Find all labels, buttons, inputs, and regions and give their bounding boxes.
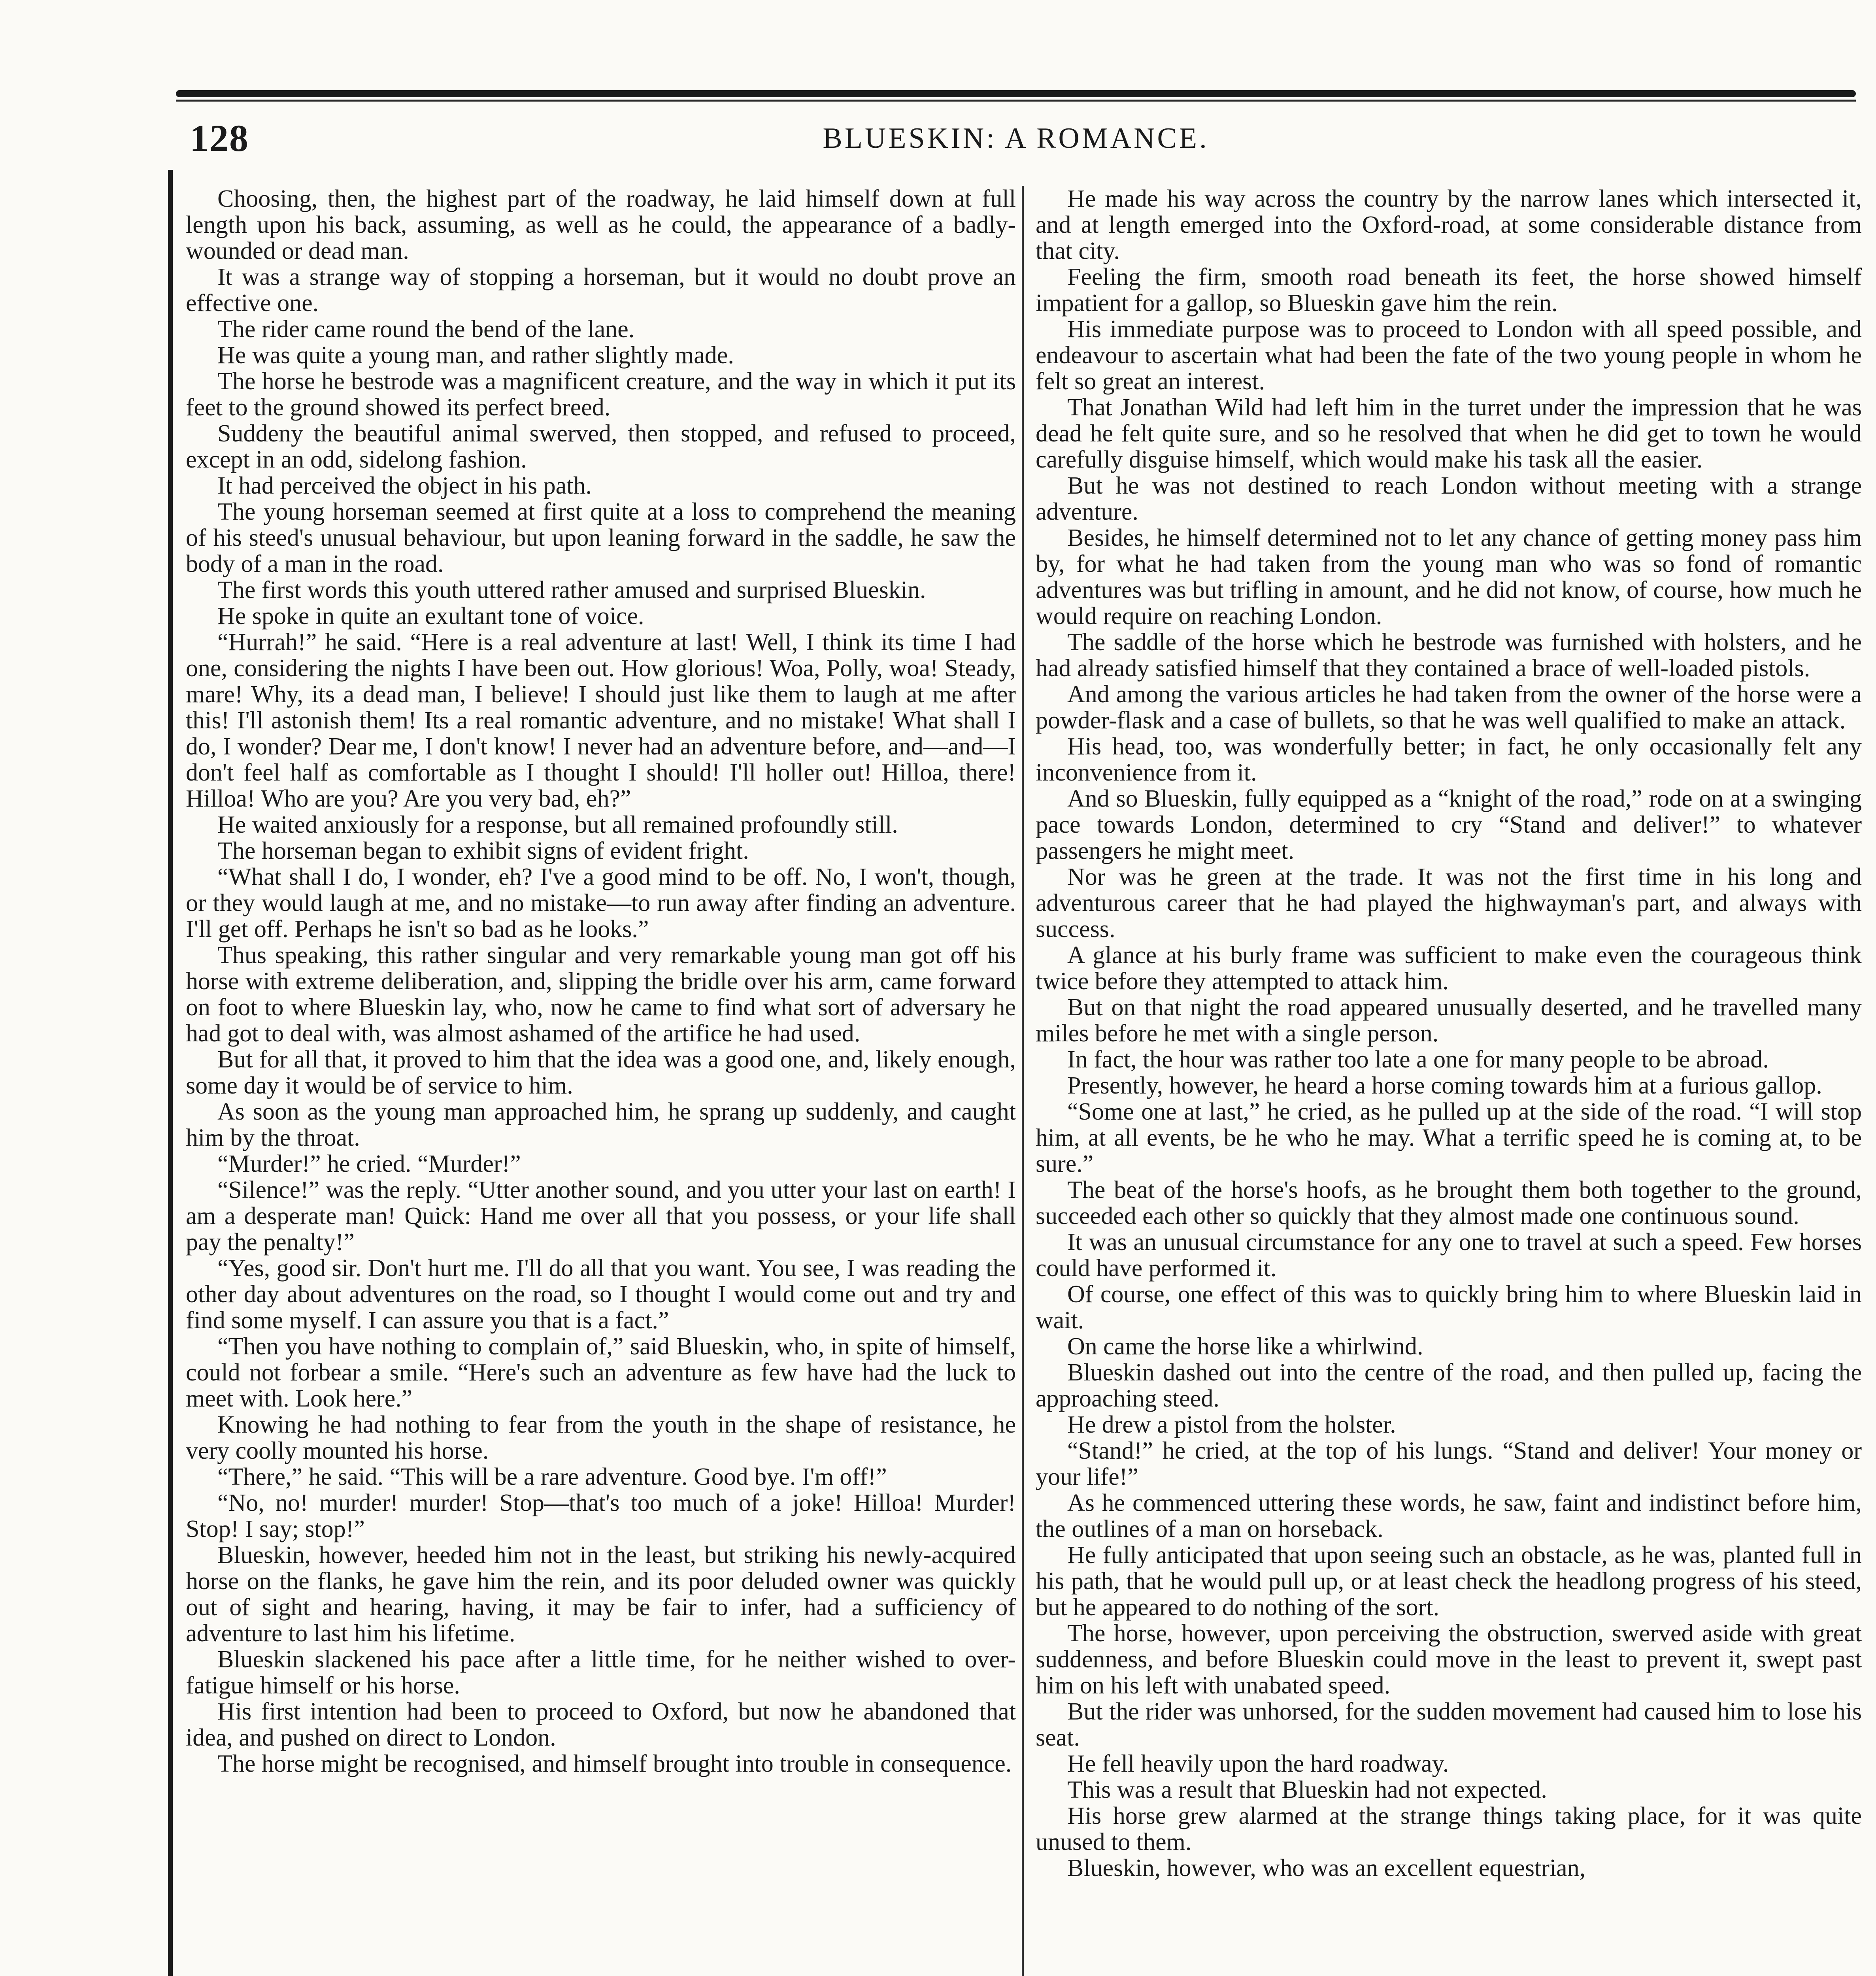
paragraph: “Yes, good sir. Don't hurt me. I'll do all that you want. You see, I was reading the other day about adventures on the road, so I thought I would come out and try and find some myself. I can assure you that is a fact.”	[186, 1255, 1016, 1334]
paragraph: “Stand!” he cried, at the top of his lungs. “Stand and deliver! Your money or your life!”	[1036, 1437, 1862, 1490]
paragraph: The saddle of the horse which he bestrode was furnished with holsters, and he had already satisfied himself that they contained a brace of well-loaded pistols.	[1036, 629, 1862, 682]
paragraph: “What shall I do, I wonder, eh? I've a good mind to be off. No, I won't, though, or they would laugh at me, and no mistake—to run away after finding an adventure. I'll get off. Perhaps he isn't so bad as he looks.”	[186, 864, 1016, 943]
paragraph: Feeling the firm, smooth road beneath its feet, the horse showed himself impatient for a gallop, so Blueskin gave him the rein.	[1036, 264, 1862, 317]
paragraph: He drew a pistol from the holster.	[1067, 1411, 1396, 1438]
paragraph: Of course, one effect of this was to quickly bring him to where Blueskin laid in wait.	[1036, 1281, 1862, 1334]
paragraph: On came the horse like a whirlwind.	[1067, 1333, 1423, 1360]
paragraph: Blueskin dashed out into the centre of the road, and then pulled up, facing the approaching steed.	[1036, 1359, 1862, 1412]
paragraph: Choosing, then, the highest part of the roadway, he laid himself down at full length upon his back, assuming, as well as he could, the appearance of a badly-wounded or dead man.	[186, 186, 1016, 264]
paragraph: But he was not destined to reach London without meeting with a strange adventure.	[1036, 472, 1862, 525]
paragraph: His immediate purpose was to proceed to London with all speed possible, and endeavour to ascertain what had been the fate of the two young people in whom he felt so great an interest.	[1036, 316, 1862, 395]
paragraph: Blueskin, however, heeded him not in the least, but striking his newly-acquired horse on the flanks, he gave him the rein, and its poor deluded owner was quickly out of sight and hearing, having, it may be fair to infer, had a sufficiency of adventure to last him his lifetime.	[186, 1542, 1016, 1647]
paragraph: As soon as the young man approached him, he sprang up suddenly, and caught him by the throat.	[186, 1098, 1016, 1151]
paragraph: The rider came round the bend of the lane.	[217, 316, 635, 343]
column-rule	[1022, 186, 1024, 1976]
paragraph: He fell heavily upon the hard roadway.	[1067, 1750, 1449, 1777]
paragraph: “Hurrah!” he said. “Here is a real adventure at last! Well, I think its time I had one, considering the nights I have been out. How glorious! Woa, Polly, woa! Steady, mare! Why, its a dead man, I believe! I should just like them to laugh at me after this! I'll astonish them! Its a real romantic adventure, and no mistake! What shall I do, I wonder? Dear me, I don't know! I never had an adventure before, and—and—I don't feel half as comfortable as I thought I should! I'll holler out! Hilloa, there! Hilloa! Who are you? Are you very bad, eh?”	[186, 629, 1016, 812]
running-title: BLUESKIN: A ROMANCE.	[823, 122, 1209, 155]
top-rule	[176, 90, 1856, 97]
paragraph: “No, no! murder! murder! Stop—that's too much of a joke! Hilloa! Murder! Stop! I say; stop!”	[186, 1490, 1016, 1542]
paragraph: And so Blueskin, fully equipped as a “knight of the road,” rode on at a swinging pace towards London, determined to cry “Stand and deliver!” to whatever passengers he might meet.	[1036, 785, 1862, 864]
paragraph: Blueskin, however, who was an excellent equestrian,	[1067, 1855, 1586, 1882]
paragraph: He spoke in quite an exultant tone of voice.	[217, 603, 644, 630]
paragraph: Nor was he green at the trade. It was not the first time in his long and adventurous career that he had played the highwayman's part, and always with success.	[1036, 864, 1862, 943]
paragraph: Thus speaking, this rather singular and very remarkable young man got off his horse with extreme deliberation, and, slipping the bridle over his arm, came forward on foot to where Blueskin lay, who, now he came to find what sort of adversary he had got to deal with, was almost ashamed of the artifice he had used.	[186, 942, 1016, 1047]
paragraph: “Murder!” he cried. “Murder!”	[217, 1150, 521, 1177]
paragraph: “Silence!” was the reply. “Utter another sound, and you utter your last on earth! I am a desperate man! Quick: Hand me over all that you possess, or your life shall pay the penalty!”	[186, 1177, 1016, 1256]
paragraph: “Then you have nothing to complain of,” said Blueskin, who, in spite of himself, could not forbear a smile. “Here's such an adventure as few have had the luck to meet with. Look here.”	[186, 1333, 1016, 1412]
paragraph: Knowing he had nothing to fear from the youth in the shape of resistance, he very coolly mounted his horse.	[186, 1411, 1016, 1464]
paragraph: He fully anticipated that upon seeing such an obstacle, as he was, planted full in his path, that he would pull up, or at least check the headlong progress of his steed, but he appeared to do nothing of the sort.	[1036, 1542, 1862, 1621]
paragraph: The first words this youth uttered rather amused and surprised Blueskin.	[217, 577, 926, 603]
right-column	[1036, 186, 1862, 1976]
paragraph: The beat of the horse's hoofs, as he brought them both together to the ground, succeeded each other so quickly that they almost made one continuous sound.	[1036, 1177, 1862, 1229]
paragraph: It had perceived the object in his path.	[217, 472, 592, 499]
top-rule-thin	[176, 100, 1856, 102]
paragraph: But for all that, it proved to him that the idea was a good one, and, likely enough, some day it would be of service to him.	[186, 1046, 1016, 1099]
paragraph: And among the various articles he had taken from the owner of the horse were a powder-flask and a case of bullets, so that he was well qualified to make an attack.	[1036, 681, 1862, 734]
paragraph: This was a result that Blueskin had not expected.	[1067, 1776, 1547, 1803]
paragraph: But on that night the road appeared unusually deserted, and he travelled many miles before he met with a single person.	[1036, 994, 1862, 1047]
paragraph: He was quite a young man, and rather slightly made.	[217, 342, 734, 369]
paragraph: That Jonathan Wild had left him in the turret under the impression that he was dead he felt quite sure, and so he resolved that when he did get to town he would carefully disguise himself, which would make his task all the easier.	[1036, 394, 1862, 473]
paragraph: He made his way across the country by the narrow lanes which intersected it, and at length emerged into the Oxford-road, at some considerable distance from that city.	[1036, 186, 1862, 264]
paragraph: His horse grew alarmed at the strange things taking place, for it was quite unused to them.	[1036, 1803, 1862, 1855]
paragraph: A glance at his burly frame was sufficient to make even the courageous think twice before they attempted to attack him.	[1036, 942, 1862, 995]
paragraph: Blueskin slackened his pace after a little time, for he neither wished to over-fatigue himself or his horse.	[186, 1646, 1016, 1699]
paragraph: Presently, however, he heard a horse coming towards him at a furious gallop.	[1067, 1072, 1822, 1099]
paragraph: In fact, the hour was rather too late a one for many people to be abroad.	[1067, 1046, 1769, 1073]
paragraph: The young horseman seemed at first quite at a loss to comprehend the meaning of his steed's unusual behaviour, but upon leaning forward in the saddle, he saw the body of a man in the road.	[186, 498, 1016, 577]
left-margin-bar	[168, 170, 173, 1976]
page-number: 128	[190, 117, 249, 159]
paragraph: His head, too, was wonderfully better; in fact, he only occasionally felt any inconvenience from it.	[1036, 733, 1862, 786]
paragraph: Suddeny the beautiful animal swerved, then stopped, and refused to proceed, except in an odd, sidelong fashion.	[186, 420, 1016, 473]
paragraph: The horse might be recognised, and himself brought into trouble in consequence.	[217, 1750, 1012, 1777]
paragraph: The horse, however, upon perceiving the obstruction, swerved aside with great suddenness, and before Blueskin could move in the least to prevent it, swept past him on his left with unabated speed.	[1036, 1620, 1862, 1699]
paragraph: It was a strange way of stopping a horseman, but it would no doubt prove an effective one.	[186, 264, 1016, 317]
paragraph: He waited anxiously for a response, but all remained profoundly still.	[217, 811, 898, 838]
paragraph: His first intention had been to proceed to Oxford, but now he abandoned that idea, and pushed on direct to London.	[186, 1698, 1016, 1751]
paragraph: It was an unusual circumstance for any one to travel at such a speed. Few horses could have performed it.	[1036, 1229, 1862, 1282]
paragraph: As he commenced uttering these words, he saw, faint and indistinct before him, the outlines of a man on horseback.	[1036, 1490, 1862, 1542]
paragraph: The horse he bestrode was a magnificent creature, and the way in which it put its feet to the ground showed its perfect breed.	[186, 368, 1016, 421]
paragraph: But the rider was unhorsed, for the sudden movement had caused him to lose his seat.	[1036, 1698, 1862, 1751]
paragraph: Besides, he himself determined not to let any chance of getting money pass him by, for what he had taken from the young man who was so fond of romantic adventures was but trifling in amount, and he did not know, of course, how much he would require on reaching London.	[1036, 524, 1862, 630]
paragraph: The horseman began to exhibit signs of evident fright.	[217, 837, 749, 864]
left-column	[186, 186, 1016, 1976]
paragraph: “There,” he said. “This will be a rare adventure. Good bye. I'm off!”	[217, 1463, 887, 1490]
page-header	[186, 115, 1846, 162]
paragraph: “Some one at last,” he cried, as he pulled up at the side of the road. “I will stop him, at all events, be he who he may. What a terrific speed he is coming at, to be sure.”	[1036, 1098, 1862, 1177]
